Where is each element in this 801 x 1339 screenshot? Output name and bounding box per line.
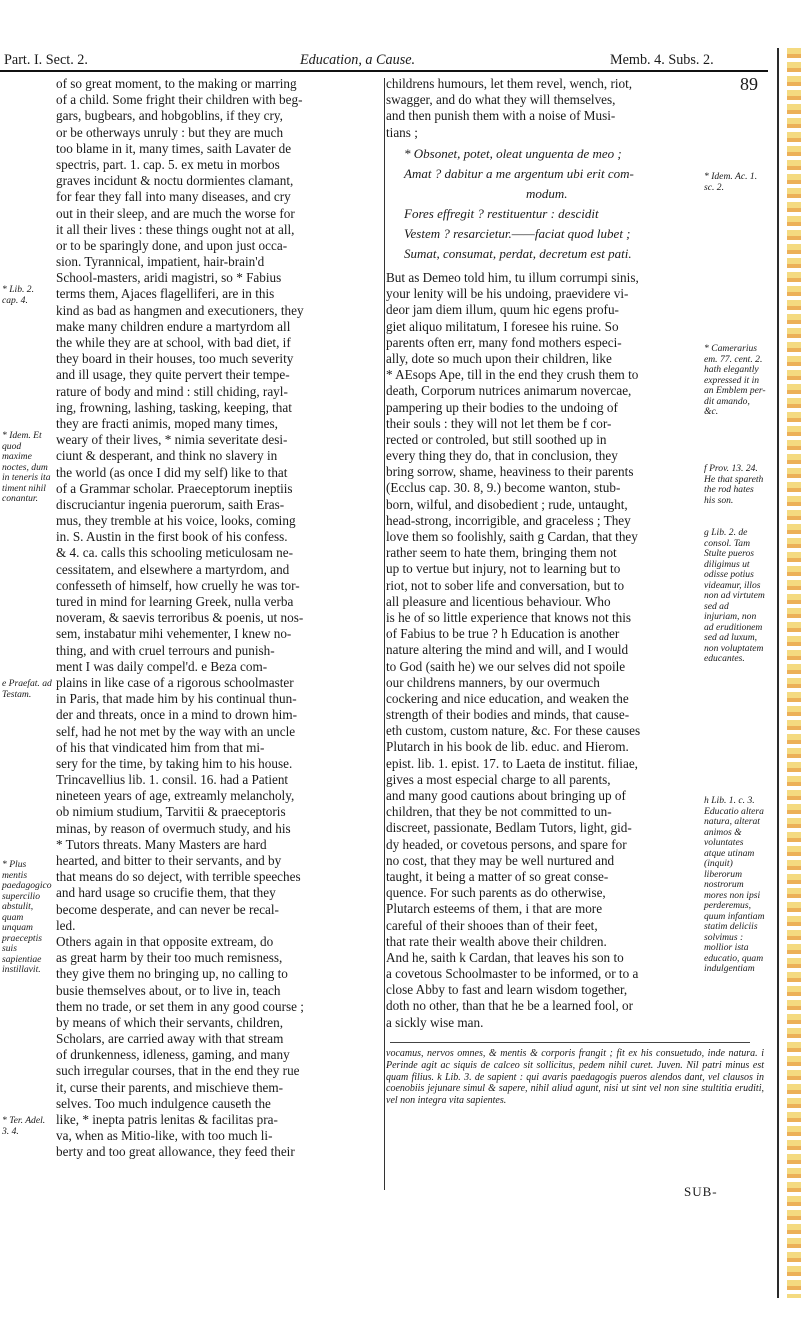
text-line: der and threats, once in a mind to drown him-: [56, 707, 297, 723]
text-line: thing, and with cruel terrours and punish-: [56, 642, 275, 658]
text-line: gars, bugbears, and hobgoblins, if they cry,: [56, 108, 283, 124]
text-line: they are fracti animis, moped many times,: [56, 415, 278, 431]
text-line: tians ;: [386, 124, 418, 140]
text-line: ment I was daily compel'd. e Beza com-: [56, 658, 268, 674]
text-line: them no trade, or set them in any good course ;: [56, 998, 304, 1014]
text-line: become desperate, and can never be recal-: [56, 901, 279, 917]
verse-line: modum.: [526, 186, 568, 201]
text-line: as great harm by their too much remisness,: [56, 950, 283, 966]
text-line: sion. Tyrannical, impatient, hair-brain'd: [56, 254, 265, 270]
text-line: ing, frowning, lashing, tasking, keeping, that: [56, 399, 292, 415]
text-line: in Paris, that made him by his continual thun-: [56, 691, 297, 707]
text-line: & 4. ca. calls this schooling meticulosam ne-: [56, 545, 293, 561]
text-line: giet aliquo militatum, I foresee his ruine. So: [386, 318, 619, 334]
margin-note: * Idem. Et quod maxime noctes, dum in teneris ita timent nihil conantur.: [2, 430, 51, 504]
running-header: [0, 48, 770, 72]
text-line: cockering and nice education, and weaken the: [386, 690, 629, 706]
text-line: and hard usage so crucifie them, that they: [56, 885, 276, 901]
text-line: minas, by reason of overmuch study, and his: [56, 820, 291, 836]
text-line: strength of their bodies and minds, that cause-: [386, 707, 630, 723]
text-line: that rate their wealth above their children.: [386, 933, 607, 949]
verse-line: Vestem ? resarcietur.——faciat quod lubet ;: [404, 226, 631, 241]
text-line: too blame in it, many times, saith Lavater de: [56, 140, 292, 156]
margin-note: * Camerarius em. 77. cent. 2. hath elegantly expressed it in an Emblem per-dit amando, &c.: [704, 343, 766, 417]
text-line: Plutarch esteems of them, i that are more: [386, 901, 603, 917]
header-memb: Memb. 4. Subs. 2.: [610, 51, 714, 68]
margin-note: f Prov. 13. 24. He that spareth the rod hates his son.: [704, 463, 764, 506]
verse-line: Sumat, consumat, perdat, decretum est pati.: [404, 246, 632, 261]
text-line: born, wilful, and disobedient ; rude, untaught,: [386, 496, 628, 512]
text-line: they board in their houses, too much severity: [56, 351, 294, 367]
footnote-text: vocamus, nervos omnes, & mentis & corporis frangit ; fit ex his consuetudo, inde natura. i Perinde agit ac siquis de calceo sit sollicitus, pedem nihil curet. Juven. Nil patri minus est quam filius. k Lib. 3. de sapient : qui avaris paedagogis pueros alendos dant, vel clausos in coenobiis jejunare simul & sapere, nihil aliud agunt, nisi ut sint vel non sine stultitia eruditi, vel non integra vita sapientes.: [386, 1048, 764, 1107]
right-body-top: [386, 76, 686, 141]
margin-note: * Idem. Ac. 1. sc. 2.: [704, 171, 758, 193]
text-line: a covetous Schoolmaster to be informed, or to a: [386, 966, 639, 982]
text-line: of Fabius to be true ? h Education is another: [386, 626, 620, 642]
text-line: ally, dote so much upon their children, like: [386, 350, 612, 366]
text-line: they give them no bringing up, no calling to: [56, 966, 288, 982]
text-line: School-masters, aridi magistri, so * Fabius: [56, 270, 282, 286]
text-line: up to vertue but injury, not to learning but to: [386, 561, 621, 577]
text-line: sery for the time, by taking him to his house.: [56, 755, 293, 771]
text-line: cessitatem, and elsewhere a martyrdom, and: [56, 561, 290, 577]
text-line: like, * inepta patris lenitas & facilitas pra-: [56, 1112, 278, 1127]
text-line: discreet, passionate, Bedlam Tutors, light, gid-: [386, 820, 632, 836]
margin-note: * Lib. 2. cap. 4.: [2, 284, 34, 306]
text-line: of so great moment, to the making or marring: [56, 76, 297, 91]
text-line: led.: [56, 917, 76, 933]
text-line: that means do so deject, with terrible speeches: [56, 869, 301, 885]
text-line: and then punish them with a noise of Musi-: [386, 108, 616, 124]
text-line: berty and too great allowance, they feed their: [56, 1144, 295, 1160]
margin-note: g Lib. 2. de consol. Tam Stulte pueros diligimus ut odisse potius videamur, illos non ad virtutem sed ad injuriam, non ad eruditionem sed ad luxum, non voluptatem educantes.: [704, 527, 765, 664]
text-line: kind as bad as hangmen and executioners, they: [56, 302, 304, 318]
left-body-text: [56, 76, 382, 1161]
text-line: our childrens manners, by our overmuch: [386, 674, 600, 690]
right-body-text: [386, 270, 696, 1031]
header-part: Part. I. Sect. 2.: [4, 51, 88, 68]
text-line: their souls : they will not let them be f cor-: [386, 415, 612, 431]
text-line: swagger, and do what they will themselves,: [386, 92, 616, 108]
header-rule: [0, 70, 768, 72]
verse-line: * Obsonet, potet, oleat unguenta de meo ;: [404, 146, 622, 161]
verse-line: Amat ? dabitur a me argentum ubi erit com-: [404, 166, 634, 181]
text-line: by means of which their servants, children,: [56, 1014, 284, 1030]
text-line: every thing they do, that in conclusion, they: [386, 448, 618, 464]
text-line: careful of their shooes than of their feet,: [386, 917, 598, 933]
text-line: * AEsops Ape, till in the end they crush them to: [386, 367, 639, 383]
text-line: plains in like case of a rigorous schoolmaster: [56, 674, 294, 690]
text-line: confesseth of himself, how cruelly he was tor-: [56, 577, 300, 593]
text-line: deor jam diem illum, quum hic egens profu-: [386, 302, 619, 318]
text-line: make many children endure a martyrdom all: [56, 318, 291, 334]
text-line: Trincavellius lib. 1. consil. 16. had a Patient: [56, 772, 289, 788]
footnote-rule: [390, 1042, 750, 1043]
text-line: sem, instabatur mihi vehementer, I knew no-: [56, 626, 292, 642]
text-line: * Tutors threats. Many Masters are hard: [56, 836, 267, 852]
text-line: all pleasure and licentious behaviour. Who: [386, 593, 611, 609]
text-line: is he of so little experience that knows not this: [386, 609, 632, 625]
text-line: gives a most especial charge to all parents,: [386, 771, 611, 787]
text-line: it, curse their parents, and mischieve them-: [56, 1079, 284, 1095]
text-line: rature of body and mind : still chiding, rayl-: [56, 383, 288, 399]
text-line: weary of their lives, * nimia severitate desi-: [56, 432, 288, 448]
text-line: pampering up their bodies to the undoing of: [386, 399, 618, 415]
text-line: But as Demeo told him, tu illum corrumpi sinis,: [386, 270, 639, 285]
text-line: of drunkenness, idleness, gaming, and many: [56, 1047, 290, 1063]
text-line: epist. lib. 1. epist. 17. to Laeta de institut. filiae,: [386, 755, 638, 771]
text-line: mus, they tremble at his voice, looks, coming: [56, 513, 296, 529]
text-line: bring sorrow, shame, heaviness to their parents: [386, 464, 634, 480]
text-line: selves. Too much indulgence causeth the: [56, 1095, 271, 1111]
text-line: to God (saith he) we our selves did not spoile: [386, 658, 626, 674]
text-line: love them so foolishly, saith g Cardan, that they: [386, 529, 638, 544]
text-line: of a child. Some fright their children with beg-: [56, 92, 303, 108]
text-line: riot, not to sober life and conversation, but to: [386, 577, 625, 593]
text-line: terms them, Ajaces flagelliferi, are in this: [56, 286, 275, 302]
page-edge-decoration: [787, 48, 801, 1298]
text-line: nineteen years of age, extreamly melancholy,: [56, 788, 295, 804]
text-line: doth no other, than that he be a learned fool, or: [386, 998, 634, 1014]
text-line: it all their lives : these things ought not at all,: [56, 221, 295, 237]
text-line: hearted, and bitter to their servants, and by: [56, 853, 282, 868]
text-line: ciunt & desperant, and think no slavery in: [56, 448, 278, 464]
text-line: children, that they be not committed to un-: [386, 804, 612, 820]
text-line: Plutarch in his book de lib. educ. and Hierom.: [386, 739, 629, 755]
text-line: of his that vindicated him from that mi-: [56, 739, 265, 755]
text-line: and many good cautions about bringing up of: [386, 788, 626, 803]
verse-line: Fores effregit ? restituentur : descidit: [404, 206, 599, 221]
text-line: spectris, part. 1. cap. 5. ex metu in morbos: [56, 156, 280, 172]
text-line: parents often err, many fond mothers especi-: [386, 334, 622, 350]
text-line: no cost, that they may be well nurtured and: [386, 852, 615, 868]
text-line: for fear they fall into many diseases, and cry: [56, 189, 291, 205]
text-line: close Abby to fast and learn wisdom together,: [386, 982, 628, 998]
margin-note: * Ter. Adel. 3. 4.: [2, 1115, 46, 1137]
text-line: quence. For such parents as do otherwise,: [386, 885, 606, 901]
text-line: ob nimium studium, Tarvitii & praeceptoris: [56, 804, 286, 820]
text-line: a sickly wise man.: [386, 1014, 484, 1030]
text-line: discruciantur ingenia puerorum, saith Eras-: [56, 496, 285, 512]
page-number: 89: [740, 74, 758, 94]
left-column: [0, 76, 383, 1160]
text-line: self, had he not met by the way with an uncle: [56, 723, 296, 739]
margin-note: * Plus mentis paedagogico supercilio abstulit, quam unquam praeceptis suis sapientiae instillavit.: [2, 859, 52, 975]
right-column: [386, 74, 768, 1199]
text-line: such irregular courses, that in the end they rue: [56, 1063, 300, 1079]
text-line: and ill usage, they quite pervert their tempe-: [56, 367, 290, 383]
text-line: eth custom, custom nature, &c. For these causes: [386, 723, 641, 739]
text-line: out in their sleep, and are much the worse for: [56, 205, 295, 221]
text-line: or be otherways unruly : but they are much: [56, 124, 284, 140]
text-line: Scholars, are carried away with that stream: [56, 1031, 284, 1047]
text-line: taught, it being a matter of so great conse-: [386, 868, 609, 884]
text-line: head-strong, incorrigible, and graceless ; They: [386, 512, 631, 528]
text-line: the while they are at school, with bad diet, if: [56, 335, 291, 350]
margin-note: e Praefat. ad Testam.: [2, 678, 52, 700]
text-line: the world (as once I did my self) like to that: [56, 464, 288, 480]
text-line: graves incidunt & noctu dormientes clamant,: [56, 173, 294, 189]
text-line: dy headed, or covetous persons, and spare for: [386, 836, 627, 852]
column-divider: [384, 78, 385, 1190]
catchword: SUB-: [684, 1184, 718, 1199]
text-line: rected or controled, but still soothed up in: [386, 431, 607, 447]
text-line: childrens humours, let them revel, wench, riot,: [386, 76, 633, 91]
text-line: va, when as Mitio-like, with too much li-: [56, 1128, 273, 1144]
text-line: nature altering the mind and will, and I would: [386, 642, 629, 658]
page-edge-rule: [777, 48, 779, 1298]
text-line: (Ecclus cap. 30. 8, 9.) become wanton, stub-: [386, 480, 621, 496]
text-line: rather seem to hate them, bringing them not: [386, 545, 617, 561]
text-line: death, Corporum nutrices animarum novercae,: [386, 383, 632, 399]
text-line: tured in mind for learning Greek, nulla verba: [56, 594, 294, 609]
margin-note: h Lib. 1. c. 3. Educatio altera natura, alterat animos & voluntates atque utinam (inquit) liberorum nostrorum mores non ipsi perderemus, quum infantiam statim deliciis solvimus : mollior ista educatio, quam indulgentiam: [704, 795, 765, 974]
text-line: noveram, & saevis terroribus & poenis, ut nos-: [56, 610, 304, 626]
text-line: Others again in that opposite extream, do: [56, 933, 274, 949]
text-line: of a Grammar scholar. Praeceptorum ineptiis: [56, 480, 293, 496]
header-subject: Education, a Cause.: [300, 51, 416, 68]
text-line: or to be sparingly done, and upon just occa-: [56, 237, 288, 253]
text-line: busie themselves about, or to live in, teach: [56, 982, 281, 998]
text-line: And he, saith k Cardan, that leaves his son to: [386, 949, 624, 965]
text-line: in. S. Austin in the first book of his confess.: [56, 529, 288, 545]
text-line: your lenity will be his undoing, praevidere vi-: [386, 286, 629, 302]
